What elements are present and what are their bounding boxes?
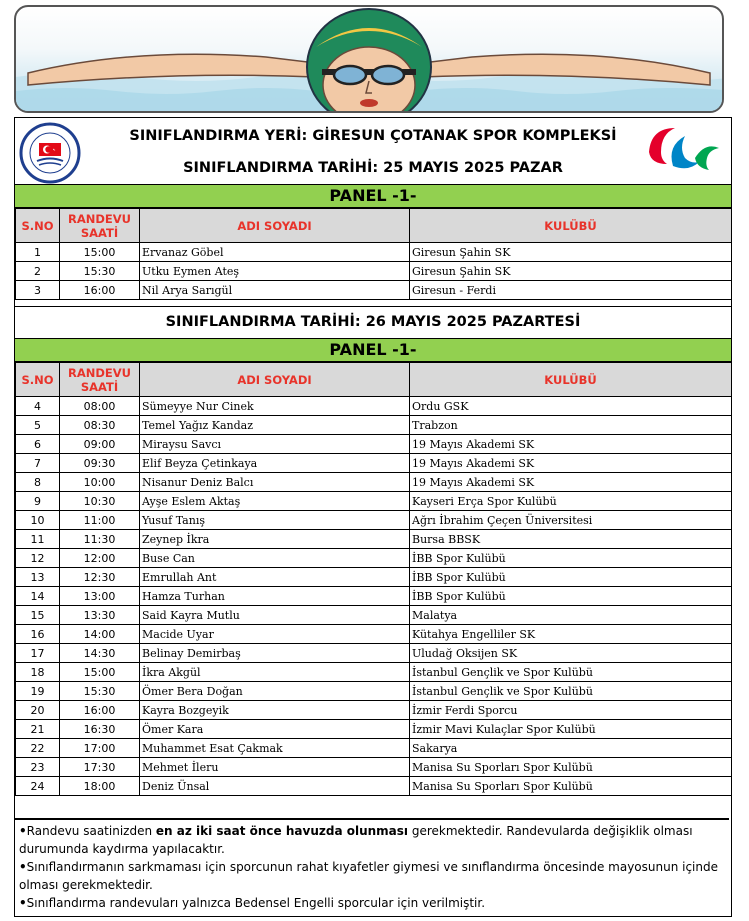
- cell-name: Belinay Demirbaş: [140, 644, 410, 663]
- table-row: [16, 281, 732, 300]
- table-row: [16, 568, 732, 587]
- note-item: •Randevu saatinizden en az iki saat önce havuzda olunması gerekmektedir. Randevularda değişiklik olması durumunda kaydırma yapılacaktır.: [19, 824, 693, 856]
- table-row: [16, 473, 732, 492]
- cell-name: Sümeyye Nur Cinek: [140, 397, 410, 416]
- cell-time: 11:00: [60, 511, 140, 530]
- table-row: [16, 758, 732, 777]
- cell-club: Giresun Şahin SK: [410, 262, 732, 281]
- cell-club: Manisa Su Sporları Spor Kulübü: [410, 758, 732, 777]
- cell-club: 19 Mayıs Akademi SK: [410, 454, 732, 473]
- cell-time: 10:00: [60, 473, 140, 492]
- cell-name: Deniz Ünsal: [140, 777, 410, 796]
- cell-sno: 10: [16, 511, 60, 530]
- cell-club: Kütahya Engelliler SK: [410, 625, 732, 644]
- table-row: [16, 397, 732, 416]
- cell-time: 11:30: [60, 530, 140, 549]
- column-header-name: ADI SOYADI: [140, 363, 410, 397]
- cell-name: Ayşe Eslem Aktaş: [140, 492, 410, 511]
- cell-club: 19 Mayıs Akademi SK: [410, 473, 732, 492]
- cell-sno: 3: [16, 281, 60, 300]
- cell-time: 14:00: [60, 625, 140, 644]
- table-row: [16, 454, 732, 473]
- note-text: Sınıflandırma randevuları yalnızca Bedensel Engelli sporcular için verilmiştir.: [26, 896, 486, 910]
- cell-name: Nil Arya Sarıgül: [140, 281, 410, 300]
- table-row: [16, 701, 732, 720]
- table-row: [16, 243, 732, 262]
- cell-name: Miraysu Savcı: [140, 435, 410, 454]
- note-item: •Sınıflandırmanın sarkmaması için sporcunun rahat kıyafetler giymesi ve sınıflandırma öncesinde mayosunun içinde olması gerekmektedir.: [19, 860, 718, 892]
- cell-sno: 15: [16, 606, 60, 625]
- note-text: Randevu saatinizden: [26, 824, 156, 838]
- cell-club: İzmir Mavi Kulaçlar Spor Kulübü: [410, 720, 732, 739]
- document-header: [15, 118, 731, 184]
- cell-time: 10:30: [60, 492, 140, 511]
- table-row: [16, 644, 732, 663]
- schedule-table-day1: [15, 208, 732, 300]
- panel-header-day2: PANEL -1-: [15, 338, 731, 362]
- cell-time: 14:30: [60, 644, 140, 663]
- cell-time: 12:30: [60, 568, 140, 587]
- cell-time: 18:00: [60, 777, 140, 796]
- table-row: [16, 720, 732, 739]
- table-row: [16, 416, 732, 435]
- table-row: [16, 777, 732, 796]
- cell-club: Ordu GSK: [410, 397, 732, 416]
- table-row: [16, 606, 732, 625]
- cell-sno: 9: [16, 492, 60, 511]
- cell-name: Emrullah Ant: [140, 568, 410, 587]
- cell-time: 09:30: [60, 454, 140, 473]
- cell-time: 12:00: [60, 549, 140, 568]
- classification-date-2: SINIFLANDIRMA TARİHİ: 26 MAYIS 2025 PAZARTESİ: [15, 306, 731, 338]
- column-header-time: RANDEVU SAATİ: [60, 363, 140, 397]
- cell-sno: 2: [16, 262, 60, 281]
- table-header-row: [16, 363, 732, 397]
- cell-time: 16:30: [60, 720, 140, 739]
- column-header-name: ADI SOYADI: [140, 209, 410, 243]
- table-row: [16, 549, 732, 568]
- cell-time: 13:00: [60, 587, 140, 606]
- cell-club: İstanbul Gençlik ve Spor Kulübü: [410, 682, 732, 701]
- cell-club: İBB Spor Kulübü: [410, 568, 732, 587]
- cell-name: Ervanaz Göbel: [140, 243, 410, 262]
- table-header-row: [16, 209, 732, 243]
- column-header-time: RANDEVU SAATİ: [60, 209, 140, 243]
- cell-sno: 7: [16, 454, 60, 473]
- federation-logo: [19, 122, 81, 184]
- cell-name: Buse Can: [140, 549, 410, 568]
- cell-name: Elif Beyza Çetinkaya: [140, 454, 410, 473]
- cell-name: Mehmet İleru: [140, 758, 410, 777]
- cell-time: 13:30: [60, 606, 140, 625]
- cell-club: Malatya: [410, 606, 732, 625]
- cell-name: Kayra Bozgeyik: [140, 701, 410, 720]
- cell-club: İzmir Ferdi Sporcu: [410, 701, 732, 720]
- cell-time: 08:30: [60, 416, 140, 435]
- cell-sno: 19: [16, 682, 60, 701]
- cell-club: Giresun Şahin SK: [410, 243, 732, 262]
- cell-time: 15:30: [60, 262, 140, 281]
- table-row: [16, 492, 732, 511]
- cell-club: İBB Spor Kulübü: [410, 549, 732, 568]
- cell-time: 08:00: [60, 397, 140, 416]
- notes-section: [15, 818, 729, 914]
- table-row: [16, 530, 732, 549]
- cell-name: Macide Uyar: [140, 625, 410, 644]
- cell-time: 16:00: [60, 281, 140, 300]
- cell-name: Zeynep İkra: [140, 530, 410, 549]
- cell-club: Giresun - Ferdi: [410, 281, 732, 300]
- schedule-table-day2: [15, 362, 732, 796]
- note-text: gerekmektedir. Randevularda değişiklik olması durumunda kaydırma yapılacaktır.: [19, 824, 693, 856]
- table-row: [16, 587, 732, 606]
- cell-sno: 20: [16, 701, 60, 720]
- cell-club: Kayseri Erça Spor Kulübü: [410, 492, 732, 511]
- classification-date-1: SINIFLANDIRMA TARİHİ: 25 MAYIS 2025 PAZAR: [183, 160, 563, 176]
- cell-sno: 12: [16, 549, 60, 568]
- cell-time: 17:30: [60, 758, 140, 777]
- cell-club: Trabzon: [410, 416, 732, 435]
- cell-name: Muhammet Esat Çakmak: [140, 739, 410, 758]
- table-row: [16, 663, 732, 682]
- cell-sno: 13: [16, 568, 60, 587]
- column-header-sno: S.NO: [16, 209, 60, 243]
- panel-header-day1: PANEL -1-: [15, 184, 731, 208]
- cell-name: Hamza Turhan: [140, 587, 410, 606]
- cell-name: Temel Yağız Kandaz: [140, 416, 410, 435]
- classification-location: SINIFLANDIRMA YERİ: GİRESUN ÇOTANAK SPOR KOMPLEKSİ: [129, 128, 617, 144]
- cell-time: 15:00: [60, 243, 140, 262]
- table-row: [16, 625, 732, 644]
- table-row: [16, 739, 732, 758]
- paralympic-agitos-logo: [645, 122, 721, 172]
- cell-sno: 18: [16, 663, 60, 682]
- cell-name: Said Kayra Mutlu: [140, 606, 410, 625]
- cell-time: 15:00: [60, 663, 140, 682]
- cell-sno: 5: [16, 416, 60, 435]
- cell-name: Yusuf Tanış: [140, 511, 410, 530]
- cell-club: Sakarya: [410, 739, 732, 758]
- cell-name: İkra Akgül: [140, 663, 410, 682]
- cell-sno: 14: [16, 587, 60, 606]
- table-row: [16, 435, 732, 454]
- cell-club: 19 Mayıs Akademi SK: [410, 435, 732, 454]
- schedule-document: [14, 117, 732, 917]
- column-header-club: KULÜBÜ: [410, 209, 732, 243]
- cell-sno: 16: [16, 625, 60, 644]
- cell-time: 17:00: [60, 739, 140, 758]
- cell-club: İBB Spor Kulübü: [410, 587, 732, 606]
- cell-name: Ömer Bera Doğan: [140, 682, 410, 701]
- cell-name: Ömer Kara: [140, 720, 410, 739]
- cell-club: Bursa BBSK: [410, 530, 732, 549]
- cell-sno: 21: [16, 720, 60, 739]
- cell-club: Manisa Su Sporları Spor Kulübü: [410, 777, 732, 796]
- cell-sno: 17: [16, 644, 60, 663]
- cell-time: 09:00: [60, 435, 140, 454]
- cell-sno: 4: [16, 397, 60, 416]
- note-text: Sınıflandırmanın sarkmaması için sporcunun rahat kıyafetler giymesi ve sınıflandırma öncesinde mayosunun içinde olması gerekmektedir.: [19, 860, 718, 892]
- cell-sno: 22: [16, 739, 60, 758]
- cell-sno: 11: [16, 530, 60, 549]
- note-emphasis: en az iki saat önce havuzda olunması: [155, 824, 409, 838]
- cell-name: Utku Eymen Ateş: [140, 262, 410, 281]
- cell-name: Nisanur Deniz Balcı: [140, 473, 410, 492]
- column-header-sno: S.NO: [16, 363, 60, 397]
- cell-sno: 1: [16, 243, 60, 262]
- cell-club: Ağrı İbrahim Çeçen Üniversitesi: [410, 511, 732, 530]
- swimmer-banner: [14, 5, 724, 113]
- cell-time: 15:30: [60, 682, 140, 701]
- cell-sno: 23: [16, 758, 60, 777]
- cell-club: Uludağ Oksijen SK: [410, 644, 732, 663]
- table-row: [16, 682, 732, 701]
- swimmer-illustration: [16, 7, 722, 111]
- cell-club: İstanbul Gençlik ve Spor Kulübü: [410, 663, 732, 682]
- note-item: •Sınıflandırma randevuları yalnızca Bedensel Engelli sporcular için verilmiştir.: [19, 896, 486, 910]
- column-header-club: KULÜBÜ: [410, 363, 732, 397]
- cell-sno: 8: [16, 473, 60, 492]
- table-row: [16, 511, 732, 530]
- cell-time: 16:00: [60, 701, 140, 720]
- cell-sno: 24: [16, 777, 60, 796]
- table-row: [16, 262, 732, 281]
- cell-sno: 6: [16, 435, 60, 454]
